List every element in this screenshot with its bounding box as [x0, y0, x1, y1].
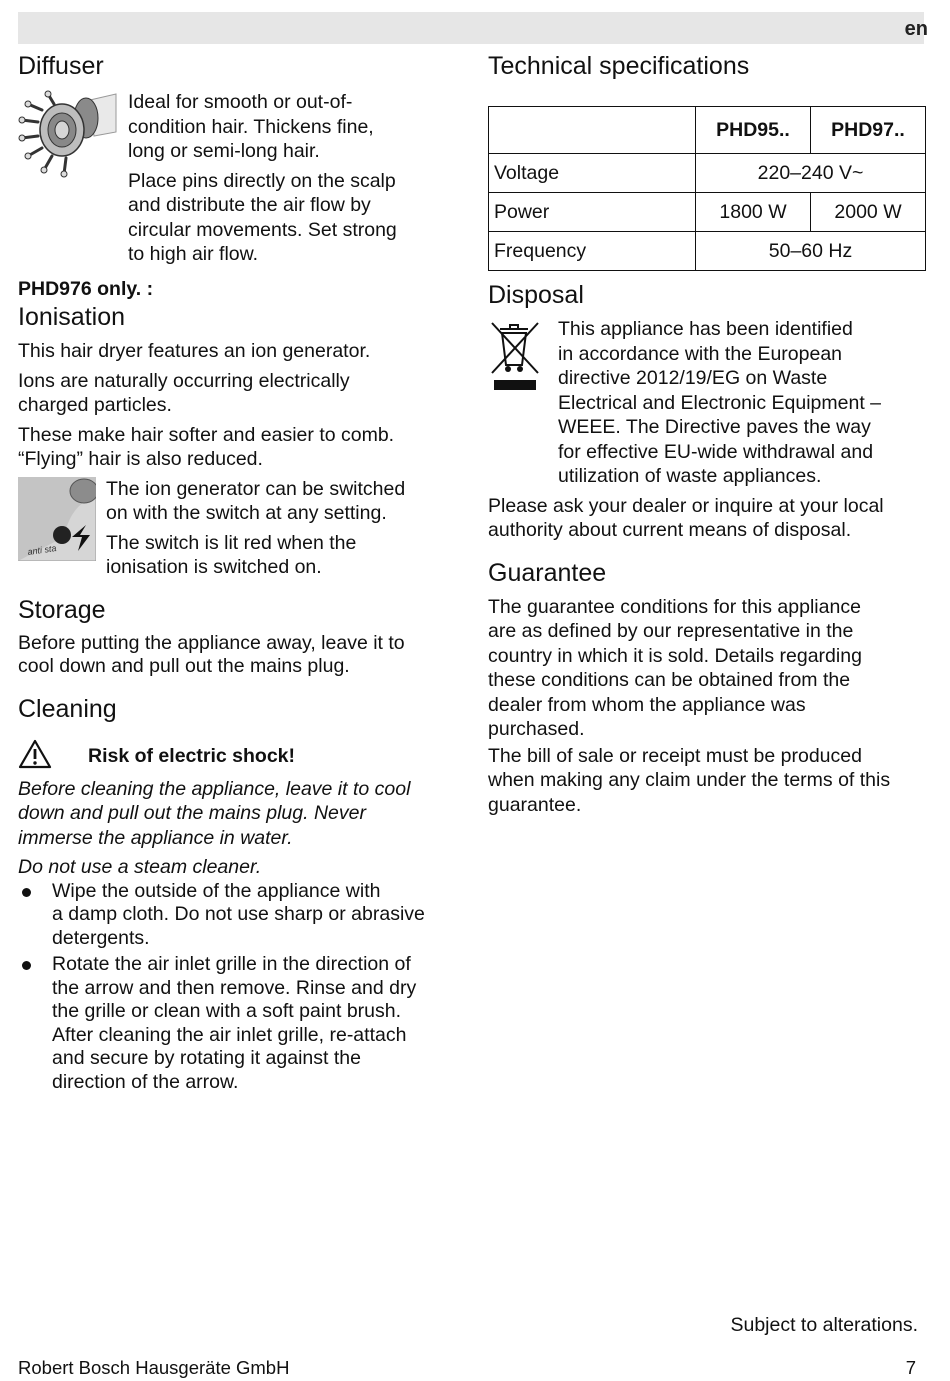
text-line: Wipe the outside of the appliance with — [52, 879, 381, 902]
diffuser-text — [128, 90, 397, 267]
text-line: guarantee. — [488, 793, 582, 816]
text-line: charged particles. — [18, 394, 172, 416]
text-line: when making any claim under the terms of this — [488, 769, 891, 791]
text-line: the grille or clean with a soft paint brush. — [52, 1000, 402, 1022]
model-note: PHD976 only. : — [18, 277, 154, 300]
table-cell: 2000 W — [811, 193, 926, 232]
text-line: to high air flow. — [128, 243, 259, 265]
list-item — [18, 880, 458, 951]
text-line: Rotate the air inlet grille in the direction of — [52, 953, 411, 975]
disposal-paragraph-2 — [488, 494, 926, 543]
diffuser-section — [18, 90, 458, 267]
text-line: Before putting the appliance away, leave it to — [18, 631, 405, 654]
cleaning-steps — [18, 880, 458, 1095]
text-line: utilization of waste appliances. — [558, 465, 822, 487]
text-line: Electrical and Electronic Equipment – — [558, 391, 881, 414]
cleaning-heading: Cleaning — [18, 694, 117, 723]
text-line: Ions are naturally occurring electrically — [18, 369, 350, 392]
text-line: down and pull out the mains plug. Never — [18, 802, 366, 824]
text-line: and secure by rotating it against the — [52, 1047, 361, 1069]
warning-title: Risk of electric shock! — [88, 744, 295, 767]
text-line: condition hair. Thickens fine, — [128, 115, 374, 138]
text-line: in accordance with the European — [558, 342, 843, 365]
ionisation-paragraph-2 — [18, 369, 458, 418]
text-line: a damp cloth. Do not use sharp or abrasive — [52, 903, 425, 925]
storage-heading: Storage — [18, 595, 106, 624]
text-line: ionisation is switched on. — [106, 556, 322, 578]
text-line: The bill of sale or receipt must be produced — [488, 744, 862, 767]
page-number: 7 — [905, 1357, 916, 1378]
disposal-paragraph-1 — [558, 317, 881, 489]
text-line: Please ask your dealer or inquire at your local — [488, 494, 884, 517]
text-line: direction of the arrow. — [52, 1070, 239, 1093]
text-line: WEEE. The Directive paves the way — [558, 416, 871, 438]
header-bar — [18, 12, 924, 44]
list-item — [18, 953, 458, 1094]
table-row — [489, 107, 926, 154]
table-cell: Power — [489, 193, 696, 232]
text-line: The guarantee conditions for this appliance — [488, 595, 861, 618]
ionisation-paragraph-4 — [106, 477, 405, 526]
right-column — [488, 50, 926, 817]
text-line: purchased. — [488, 718, 585, 740]
text-line: Ideal for smooth or out-of- — [128, 91, 353, 113]
guarantee-paragraph-2 — [488, 744, 926, 818]
table-cell — [489, 107, 696, 154]
guarantee-heading: Guarantee — [488, 558, 607, 587]
text-line: This appliance has been identified — [558, 318, 853, 340]
table-row — [489, 193, 926, 232]
text-line: country in which it is sold. Details regarding — [488, 644, 862, 667]
text-line: Place pins directly on the scalp — [128, 169, 396, 192]
warning-triangle-icon — [18, 739, 52, 774]
specs-table — [488, 106, 926, 271]
ionisation-heading: Ionisation — [18, 303, 126, 331]
language-code: en — [904, 18, 928, 40]
ion-switch-section — [18, 477, 458, 580]
left-column — [18, 50, 458, 1094]
table-row — [489, 232, 926, 271]
warning-row — [18, 739, 458, 774]
text-line: on with the switch at any setting. — [106, 502, 387, 524]
ionisation-paragraph-3 — [18, 423, 458, 472]
warning-text-1 — [18, 777, 458, 851]
ion-switch-image — [18, 477, 96, 561]
text-line: These make hair softer and easier to comb. — [18, 423, 395, 446]
specs-heading: Technical specifications — [488, 52, 750, 80]
table-header: PHD97.. — [811, 107, 926, 154]
table-row — [489, 154, 926, 193]
diffuser-paragraph-2 — [128, 169, 397, 267]
alterations-note: Subject to alterations. — [730, 1314, 918, 1336]
text-line: detergents. — [52, 926, 150, 949]
guarantee-paragraph-1 — [488, 595, 926, 742]
table-cell: 220–240 V~ — [696, 154, 926, 193]
company-name: Robert Bosch Hausgeräte GmbH — [18, 1357, 290, 1378]
text-line: circular movements. Set strong — [128, 218, 397, 241]
diffuser-paragraph-1 — [128, 90, 397, 164]
text-line: directive 2012/19/EG on Waste — [558, 367, 828, 389]
text-line: cool down and pull out the mains plug. — [18, 655, 350, 677]
weee-bin-icon — [488, 317, 542, 393]
table-cell: 50–60 Hz — [696, 232, 926, 271]
disposal-section — [488, 317, 926, 489]
ionisation-paragraph-5 — [106, 531, 405, 580]
text-line: are as defined by our representative in the — [488, 620, 854, 642]
text-line: Before cleaning the appliance, leave it to cool — [18, 777, 411, 800]
text-line: immerse the appliance in water. — [18, 826, 293, 849]
ion-switch-text — [106, 477, 405, 580]
text-line: for effective EU-wide withdrawal and — [558, 440, 874, 463]
disposal-heading: Disposal — [488, 281, 584, 309]
table-cell: Frequency — [489, 232, 696, 271]
text-line: these conditions can be obtained from the — [488, 669, 851, 691]
table-header: PHD95.. — [696, 107, 811, 154]
text-line: After cleaning the air inlet grille, re-attach — [52, 1023, 407, 1046]
text-line: The ion generator can be switched — [106, 477, 406, 500]
text-line: and distribute the air flow by — [128, 194, 371, 216]
ionisation-paragraph-1: This hair dryer features an ion generator. — [18, 340, 371, 362]
text-line: The switch is lit red when the — [106, 531, 357, 554]
warning-text-2: Do not use a steam cleaner. — [18, 856, 262, 878]
diffuser-heading: Diffuser — [18, 52, 104, 80]
table-cell: Voltage — [489, 154, 696, 193]
switch-label: anti sta — [26, 542, 58, 557]
text-line: authority about current means of disposal. — [488, 519, 852, 541]
diffuser-image — [18, 90, 118, 180]
text-line: long or semi-long hair. — [128, 140, 320, 162]
text-line: the arrow and then remove. Rinse and dry — [52, 976, 417, 999]
storage-paragraph — [18, 632, 458, 679]
text-line: dealer from whom the appliance was — [488, 693, 806, 716]
table-cell: 1800 W — [696, 193, 811, 232]
text-line: “Flying” hair is also reduced. — [18, 448, 263, 470]
